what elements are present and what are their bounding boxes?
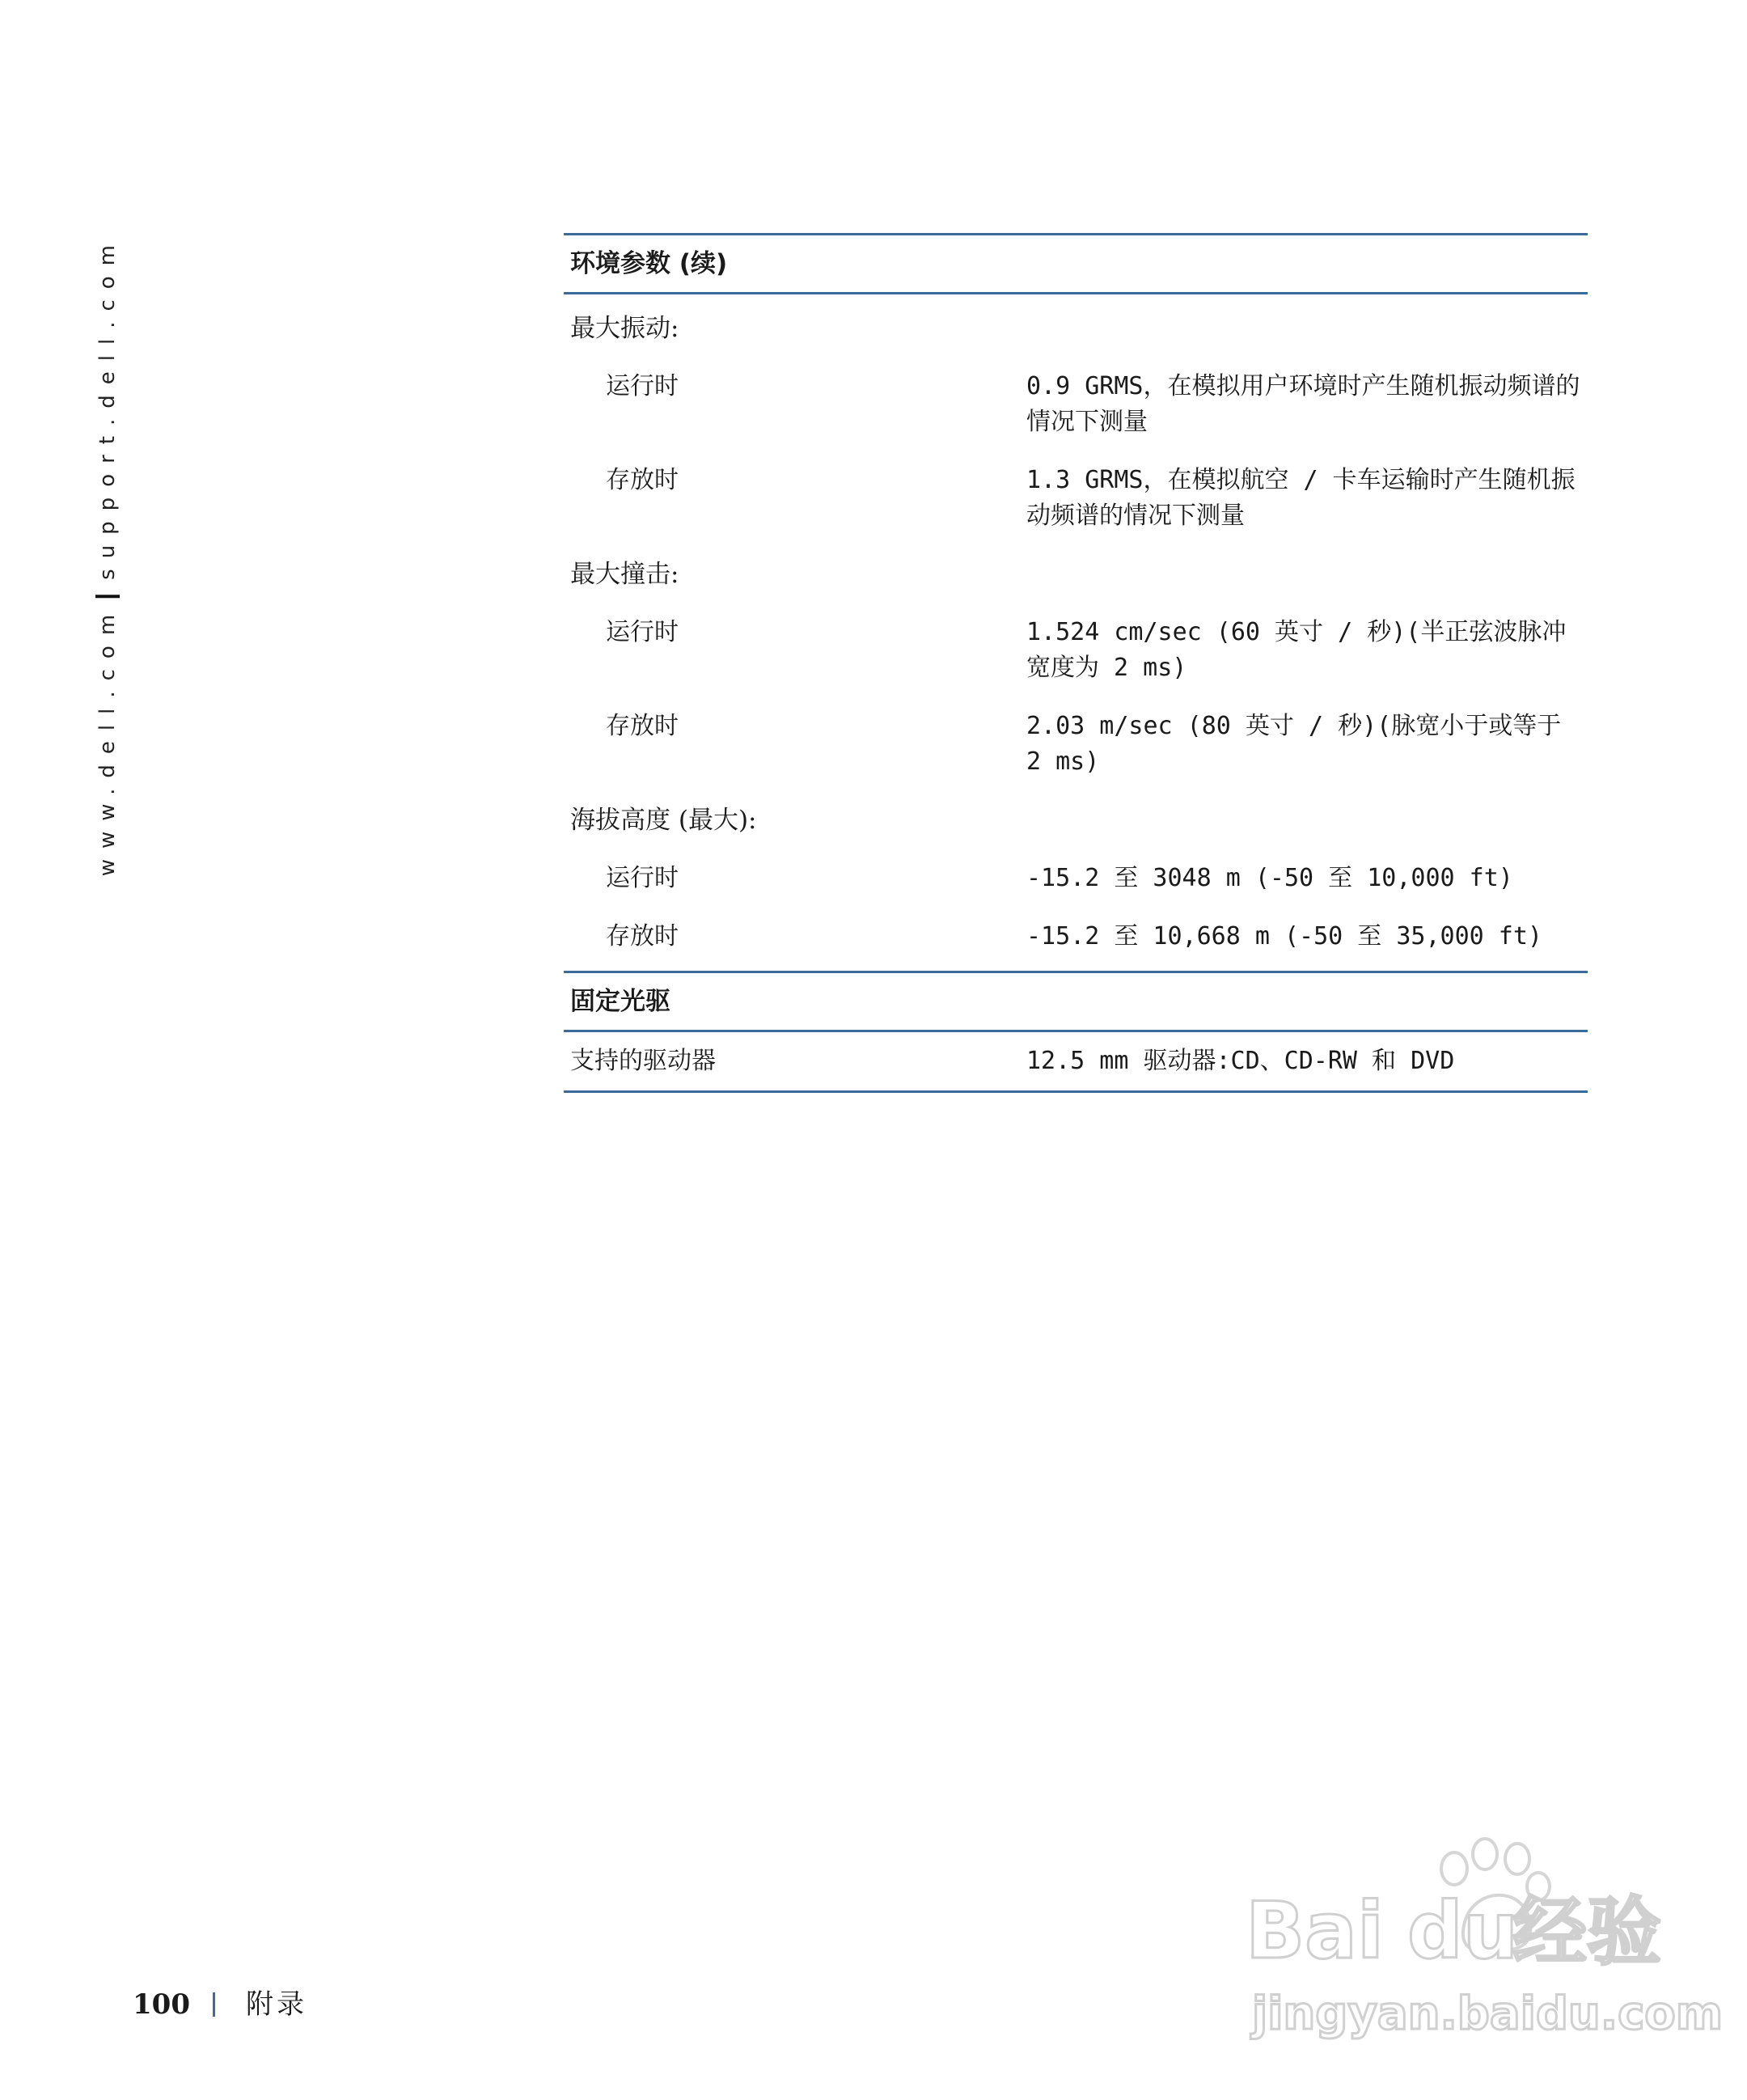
side-url (95, 235, 120, 876)
footer-section-name: 附录 (245, 1988, 307, 2021)
row-label: 运行时 (606, 618, 679, 646)
row-value: -15.2 至 3048 m (-50 至 10,000 ft) (1026, 864, 1513, 892)
row-value: 0.9 GRMS，在模拟用户环境时产生随机振动频谱的情况下测量 (1026, 372, 1580, 436)
watermark-brand-text: Bai (1246, 1886, 1384, 1976)
group-label-shock: 最大撞击: (570, 560, 679, 589)
row-value: 12.5 mm 驱动器:CD、CD-RW 和 DVD (1026, 1047, 1455, 1075)
row-value: 1.3 GRMS，在模拟航空 / 卡车运输时产生随机振动频谱的情况下测量 (1026, 466, 1576, 530)
spec-row (564, 919, 1588, 955)
row-label: 存放时 (606, 466, 679, 494)
row-label: 存放时 (606, 712, 679, 740)
section-title-environment: 环境参数 (续) (570, 249, 728, 278)
spec-row (564, 615, 1588, 686)
section-body-optical-drive (564, 1032, 1588, 1090)
svg-text:jingyan.baidu.com: jingyan.baidu.com (1252, 1988, 1724, 2040)
row-label: 支持的驱动器 (570, 1047, 716, 1075)
row-value: 1.524 cm/sec (60 英寸 / 秒)(半正弦波脉冲宽度为 2 ms) (1026, 618, 1567, 682)
group-label-vibration: 最大振动: (570, 314, 679, 343)
spec-row (564, 1044, 1588, 1079)
side-url-left: www.dell.com (95, 603, 120, 877)
row-value: -15.2 至 10,668 m (-50 至 35,000 ft) (1026, 922, 1542, 951)
section-title-optical-drive: 固定光驱 (570, 987, 670, 1016)
spec-table (564, 233, 1588, 1093)
spec-row (564, 861, 1588, 896)
svg-text:经验: 经验 (1512, 1889, 1662, 1975)
page-number: 100 (133, 1988, 190, 2021)
section-body-environment (564, 294, 1588, 971)
row-label: 运行时 (606, 864, 679, 892)
group-label-altitude: 海拔高度 (最大): (570, 806, 757, 835)
spec-row (564, 463, 1588, 534)
row-label: 存放时 (606, 922, 679, 951)
row-value: 2.03 m/sec (80 英寸 / 秒)(脉宽小于或等于 2 ms) (1026, 712, 1576, 776)
spec-row (564, 369, 1588, 440)
side-url-separator (95, 595, 120, 598)
baidu-watermark-logo (1246, 1836, 1724, 2055)
section-bottom-rule (564, 1090, 1588, 1093)
spec-row (564, 709, 1588, 780)
svg-text:du: du (1407, 1886, 1519, 1976)
side-url-right: support.dell.com (95, 235, 120, 580)
row-label: 运行时 (606, 372, 679, 400)
page-footer (133, 1988, 307, 2021)
footer-separator (213, 1992, 215, 2017)
